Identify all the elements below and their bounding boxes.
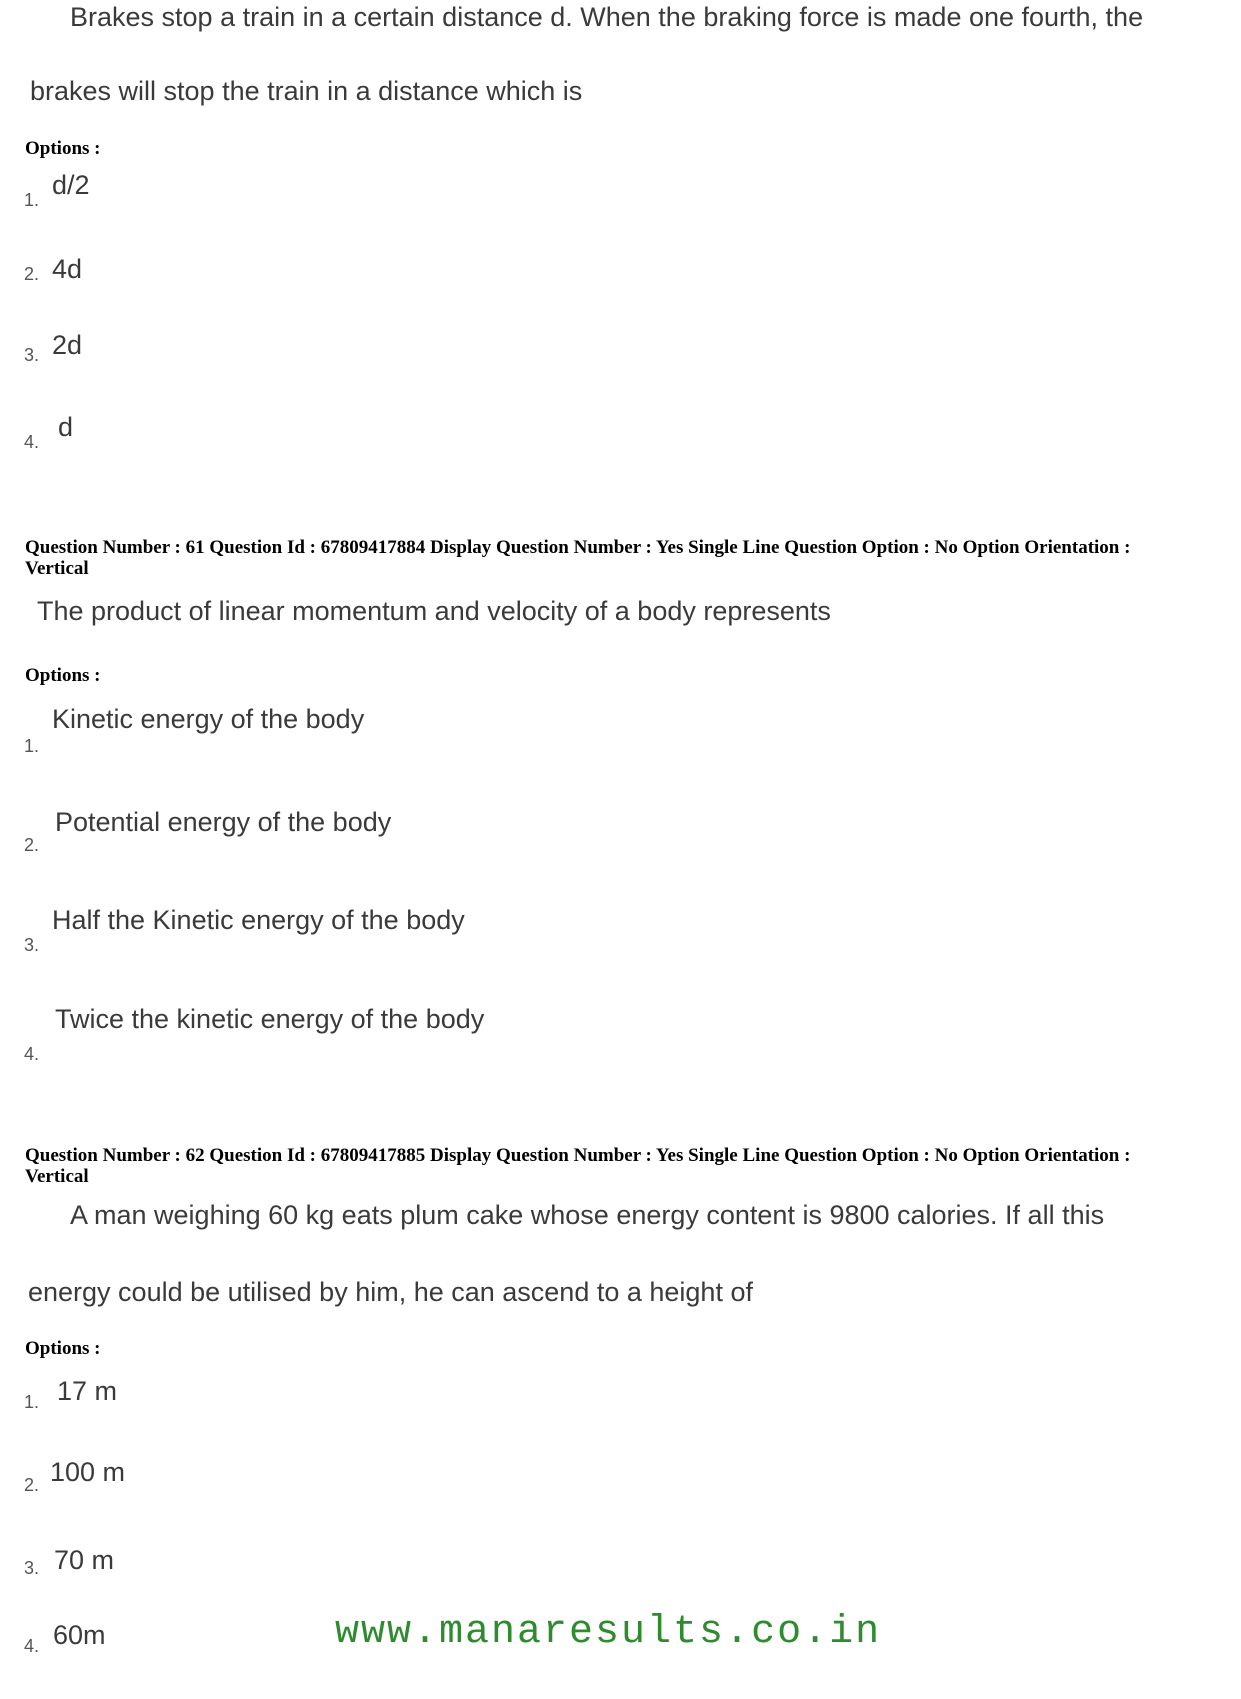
option-text: Kinetic energy of the body: [52, 704, 365, 734]
option-number: 3.: [24, 345, 40, 365]
option-number: 1.: [24, 190, 40, 210]
question-61-text: The product of linear momentum and velocity of a body represents: [37, 596, 831, 626]
option-text: 100 m: [50, 1457, 126, 1487]
option-text: 60m: [53, 1620, 106, 1650]
option-text: 70 m: [54, 1545, 115, 1575]
question-61-meta: Question Number : 61 Question Id : 67809417884 Display Question Number : Yes Single Line Question Option : No Option Orientation : Vertical: [25, 537, 1131, 579]
option-text: Half the Kinetic energy of the body: [52, 905, 465, 935]
question-62-text-line1: A man weighing 60 kg eats plum cake whose energy content is 9800 calories. If all this: [70, 1200, 1105, 1230]
option-number: 3.: [24, 935, 40, 955]
option-text: Potential energy of the body: [55, 807, 392, 837]
question-60-text-line1: Brakes stop a train in a certain distance d. When the braking force is made one fourth, the: [70, 2, 1144, 32]
option-number: 2.: [24, 264, 40, 284]
option-text: d/2: [52, 170, 90, 200]
options-label: Options :: [25, 138, 101, 159]
question-62-meta: Question Number : 62 Question Id : 67809417885 Display Question Number : Yes Single Line Question Option : No Option Orientation : Vertical: [25, 1145, 1131, 1187]
option-number: 2.: [24, 1475, 40, 1495]
option-text: 2d: [52, 330, 83, 360]
option-text: 17 m: [57, 1376, 118, 1406]
option-number: 1.: [24, 736, 40, 756]
option-number: 2.: [24, 835, 40, 855]
option-text: d: [58, 412, 74, 442]
option-number: 3.: [24, 1558, 40, 1578]
option-text: 4d: [52, 254, 83, 284]
option-number: 4.: [24, 1636, 40, 1656]
options-label: Options :: [25, 1338, 101, 1359]
option-number: 1.: [24, 1392, 40, 1412]
option-number: 4.: [24, 432, 40, 452]
options-label: Options :: [25, 665, 101, 686]
question-62-text-line2: energy could be utilised by him, he can ascend to a height of: [28, 1277, 753, 1307]
option-text: Twice the kinetic energy of the body: [55, 1004, 485, 1034]
watermark-url: www.manaresults.co.in: [335, 1610, 882, 1655]
option-number: 4.: [24, 1044, 40, 1064]
question-60-text-line2: brakes will stop the train in a distance which is: [30, 76, 583, 106]
